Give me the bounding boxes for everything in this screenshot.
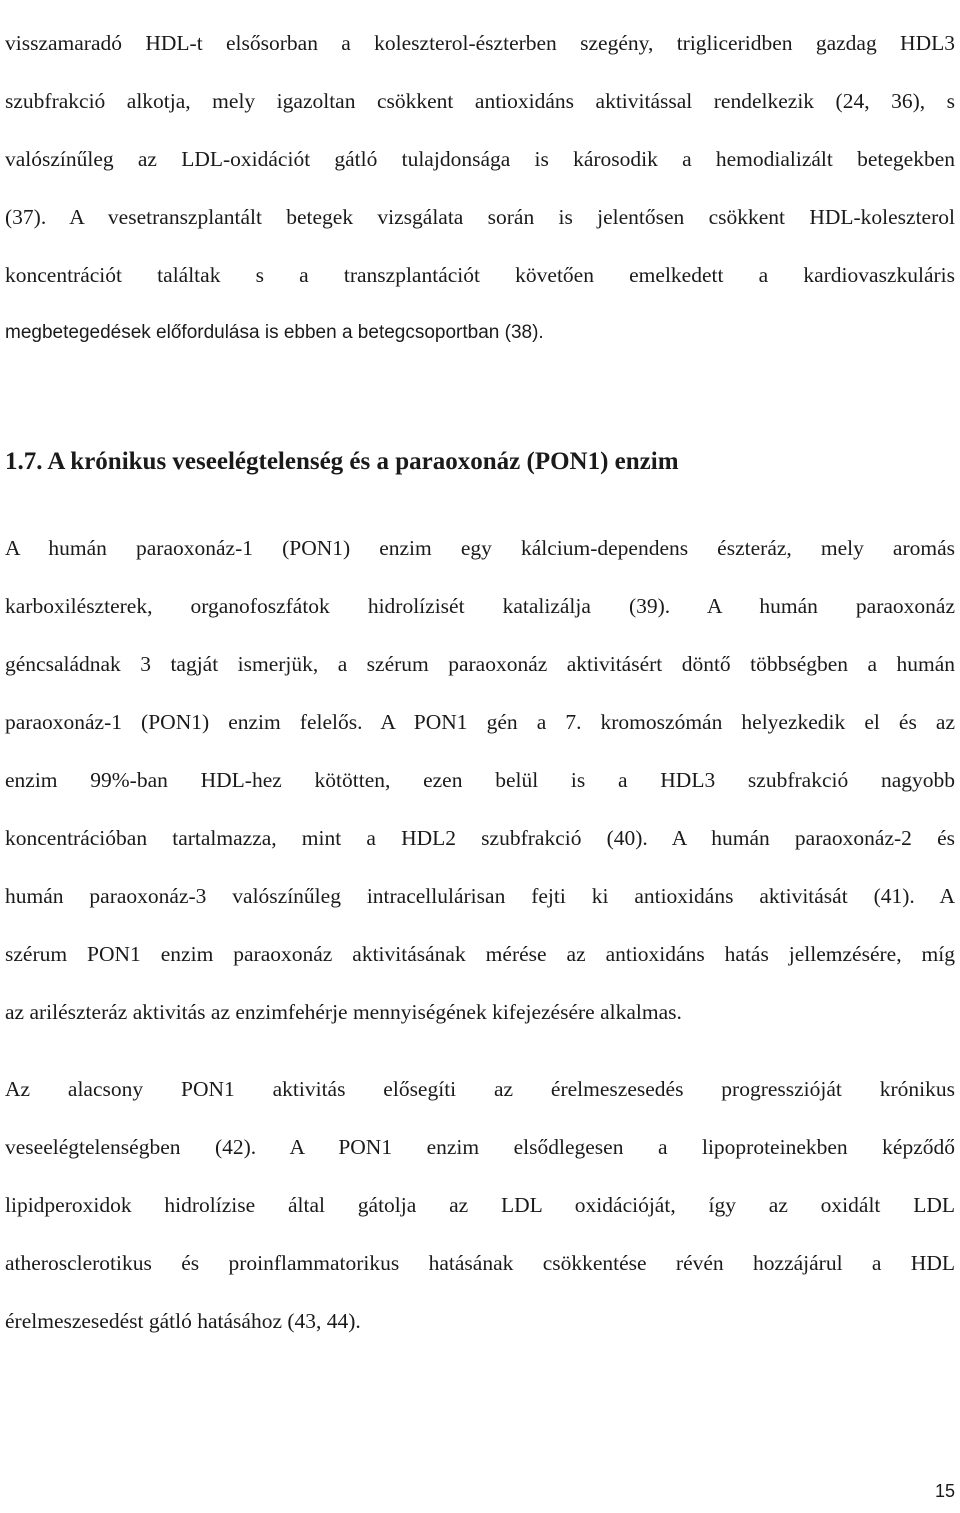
text-line: géncsaládnak 3 tagját ismerjük, a szérum paraoxonáz aktivitásért döntő többségben a humán [5, 652, 955, 676]
text-line: Az alacsony PON1 aktivitás elősegíti az érelmeszesedés progresszióját krónikus [5, 1077, 955, 1101]
text-line: paraoxonáz-1 (PON1) enzim felelős. A PON1 gén a 7. kromoszómán helyezkedik el és az [5, 710, 955, 734]
text-line: visszamaradó HDL-t elsősorban a koleszterol-észterben szegény, trigliceridben gazdag HDL3 [5, 31, 955, 55]
page-number: 15 [934, 1481, 955, 1501]
text-line: valószínűleg az LDL-oxidációt gátló tulajdonsága is károsodik a hemodializált betegekben [5, 147, 955, 171]
text-line: atherosclerotikus és proinflammatorikus hatásának csökkentése révén hozzájárul a HDL [5, 1251, 955, 1275]
text-line: veseelégtelenségben (42). A PON1 enzim elsődlegesen a lipoproteinekben képződő [5, 1135, 955, 1159]
text-line: karboxilészterek, organofoszfátok hidrolízisét katalizálja (39). A humán paraoxonáz [5, 594, 955, 618]
text-line: humán paraoxonáz-3 valószínűleg intracellulárisan fejti ki antioxidáns aktivitását (41). A [5, 884, 955, 908]
text-line: koncentrációt találtak s a transzplantációt követően emelkedett a kardiovaszkuláris [5, 263, 955, 287]
text-line-last: érelmeszesedést gátló hatásához (43, 44). [5, 1309, 361, 1333]
paragraph-pon1-atherosclerosis [5, 1060, 955, 1350]
text-line: szubfrakció alkotja, mely igazoltan csökkent antioxidáns aktivitással rendelkezik (24, 36), s [5, 89, 955, 113]
text-line: szérum PON1 enzim paraoxonáz aktivitásának mérése az antioxidáns hatás jellemzésére, míg [5, 942, 955, 966]
text-line: (37). A vesetranszplantált betegek vizsgálata során is jelentősen csökkent HDL-koleszterol [5, 205, 955, 229]
text-line-last: megbetegedések előfordulása is ebben a betegcsoportban (38). [5, 322, 544, 343]
text-line: lipidperoxidok hidrolízise által gátolja az LDL oxidációját, így az oxidált LDL [5, 1193, 955, 1217]
text-line: enzim 99%-ban HDL-hez kötötten, ezen belül is a HDL3 szubfrakció nagyobb [5, 768, 955, 792]
paragraph-hdl-oxidation [5, 14, 955, 362]
text-line: A humán paraoxonáz-1 (PON1) enzim egy kálcium-dependens észteráz, mely aromás [5, 536, 955, 560]
text-line: koncentrációban tartalmazza, mint a HDL2 szubfrakció (40). A humán paraoxonáz-2 és [5, 826, 955, 850]
section-heading: 1.7. A krónikus veseelégtelenség és a paraoxonáz (PON1) enzim [5, 448, 679, 475]
paragraph-pon1-enzyme [5, 519, 955, 1041]
text-line-last: az arilészteráz aktivitás az enzimfehérje mennyiségének kifejezésére alkalmas. [5, 1000, 682, 1024]
